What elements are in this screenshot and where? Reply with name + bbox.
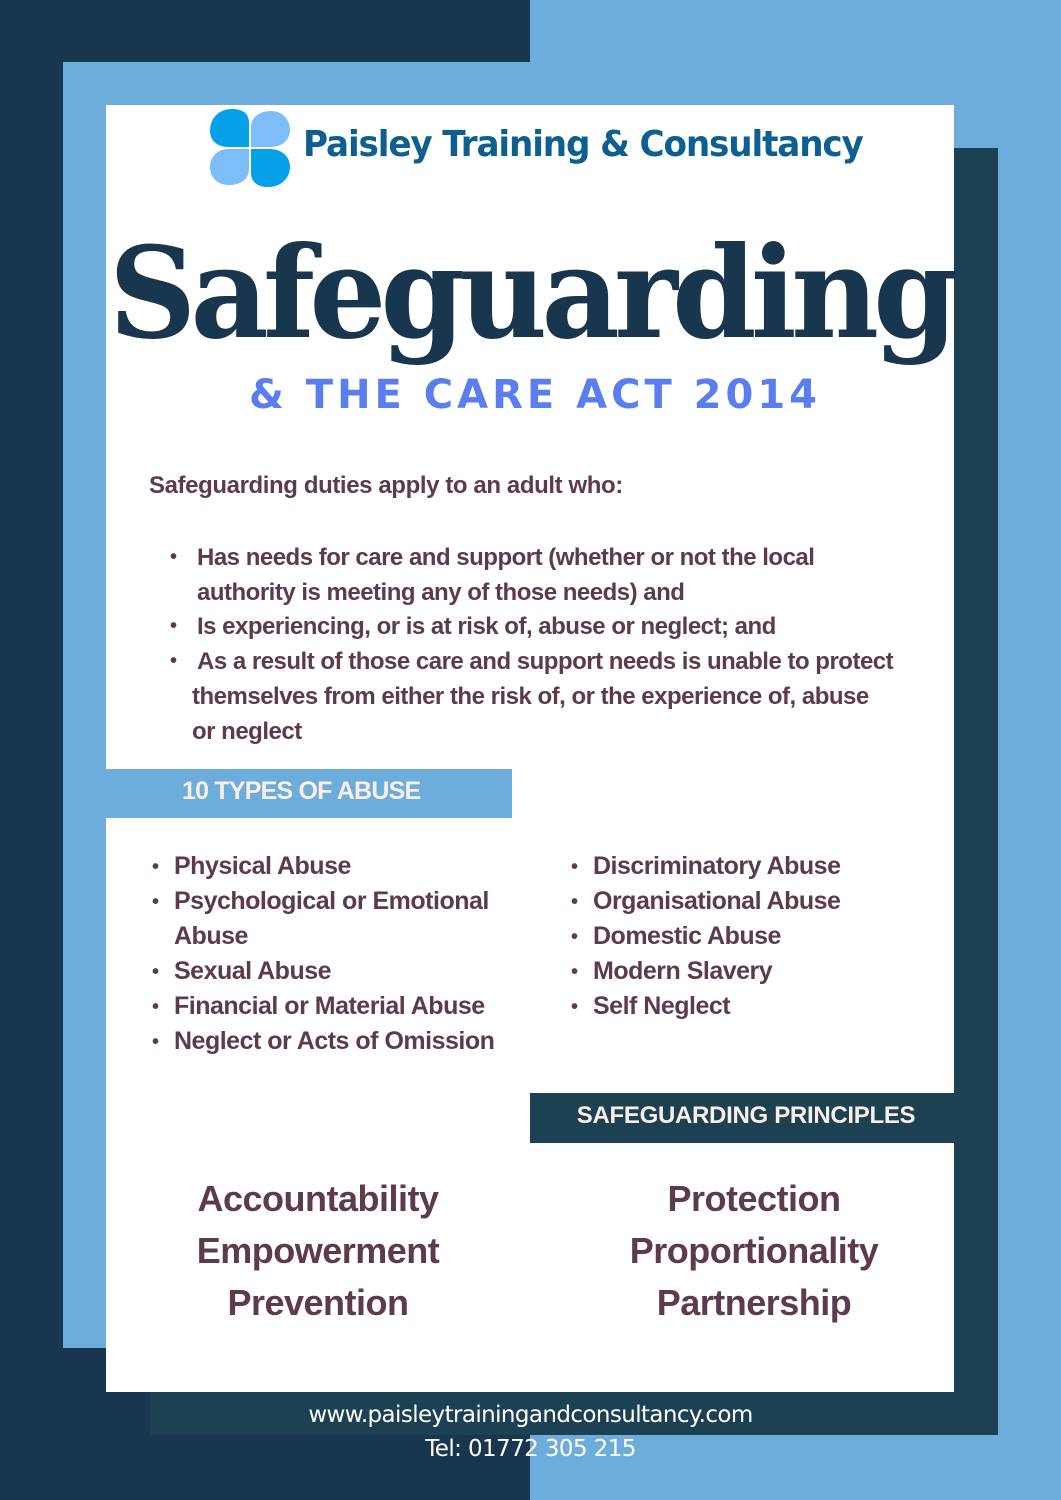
bullet-icon: • xyxy=(152,961,159,983)
logo-leaf-top-right xyxy=(251,111,290,147)
bullet-icon: • xyxy=(152,856,159,878)
duty-line: or neglect xyxy=(192,718,302,745)
abuse-type-item xyxy=(152,989,485,1024)
abuse-type-item xyxy=(152,884,489,954)
abuse-type-item xyxy=(152,954,331,989)
duty-line: themselves from either the risk of, or the experience of, abuse xyxy=(192,683,869,710)
bullet-icon: • xyxy=(152,891,159,913)
logo-leaf-bottom-left xyxy=(210,149,249,185)
principle-item: Proportionality xyxy=(629,1230,879,1271)
abuse-type-label: Organisational Abuse xyxy=(593,887,841,915)
duty-item xyxy=(170,540,814,610)
abuse-type-item xyxy=(571,884,840,919)
duty-line: Is experiencing, or is at risk of, abuse or neglect; and xyxy=(197,613,776,640)
abuse-type-label: Abuse xyxy=(174,922,248,950)
bullet-icon: • xyxy=(170,615,177,637)
bullet-icon: • xyxy=(170,650,177,672)
duties-intro: Safeguarding duties apply to an adult who: xyxy=(149,472,623,499)
abuse-type-label: Physical Abuse xyxy=(174,852,351,880)
background-light-block-top xyxy=(530,0,1061,62)
footer-website-link[interactable]: www.paisleytrainingandconsultancy.com xyxy=(308,1402,753,1428)
bullet-icon: • xyxy=(152,1031,159,1053)
principles-left-column xyxy=(168,1173,468,1329)
abuse-type-label: Modern Slavery xyxy=(593,957,773,985)
principle-item: Accountability xyxy=(197,1178,439,1219)
abuse-type-item xyxy=(571,954,772,989)
principle-item: Empowerment xyxy=(196,1230,440,1271)
duty-item xyxy=(170,609,776,644)
abuse-types-heading: 10 TYPES OF ABUSE xyxy=(182,777,421,805)
abuse-type-label: Discriminatory Abuse xyxy=(593,852,841,880)
duty-line: authority is meeting any of those needs) and xyxy=(197,579,685,606)
brand-name: Paisley Training & Consultancy xyxy=(303,124,863,165)
page-subtitle: & THE CARE ACT 2014 xyxy=(248,372,822,418)
abuse-type-label: Sexual Abuse xyxy=(174,957,332,985)
duty-line: As a result of those care and support needs is unable to protect xyxy=(197,648,894,675)
bullet-icon: • xyxy=(170,546,177,568)
principle-item: Partnership xyxy=(656,1282,852,1323)
logo-leaf-top-left xyxy=(210,109,249,147)
bullet-icon: • xyxy=(571,996,578,1018)
abuse-type-item xyxy=(152,1024,494,1059)
principle-item: Protection xyxy=(667,1178,841,1219)
footer-phone: Tel: 01772 305 215 xyxy=(425,1436,636,1462)
abuse-type-item xyxy=(571,849,840,884)
duty-line: Has needs for care and support (whether or not the local xyxy=(197,544,815,571)
abuse-type-label: Financial or Material Abuse xyxy=(174,992,485,1020)
bullet-icon: • xyxy=(571,856,578,878)
abuse-type-label: Neglect or Acts of Omission xyxy=(174,1027,495,1055)
principle-item: Prevention xyxy=(227,1282,409,1323)
abuse-type-item xyxy=(152,849,351,884)
bullet-icon: • xyxy=(571,891,578,913)
abuse-type-item xyxy=(571,989,730,1024)
abuse-type-label: Domestic Abuse xyxy=(593,922,781,950)
four-leaf-logo-icon xyxy=(208,109,292,187)
principles-heading: SAFEGUARDING PRINCIPLES xyxy=(576,1102,916,1129)
logo-leaf-bottom-right xyxy=(251,149,290,187)
page-title: Safeguarding xyxy=(108,219,953,367)
abuse-type-label: Psychological or Emotional xyxy=(174,887,489,915)
bullet-icon: • xyxy=(571,926,578,948)
abuse-type-item xyxy=(571,919,781,954)
bullet-icon: • xyxy=(152,996,159,1018)
bullet-icon: • xyxy=(571,961,578,983)
abuse-type-label: Self Neglect xyxy=(593,992,731,1020)
principles-right-column xyxy=(594,1173,914,1329)
duty-item xyxy=(170,644,893,749)
